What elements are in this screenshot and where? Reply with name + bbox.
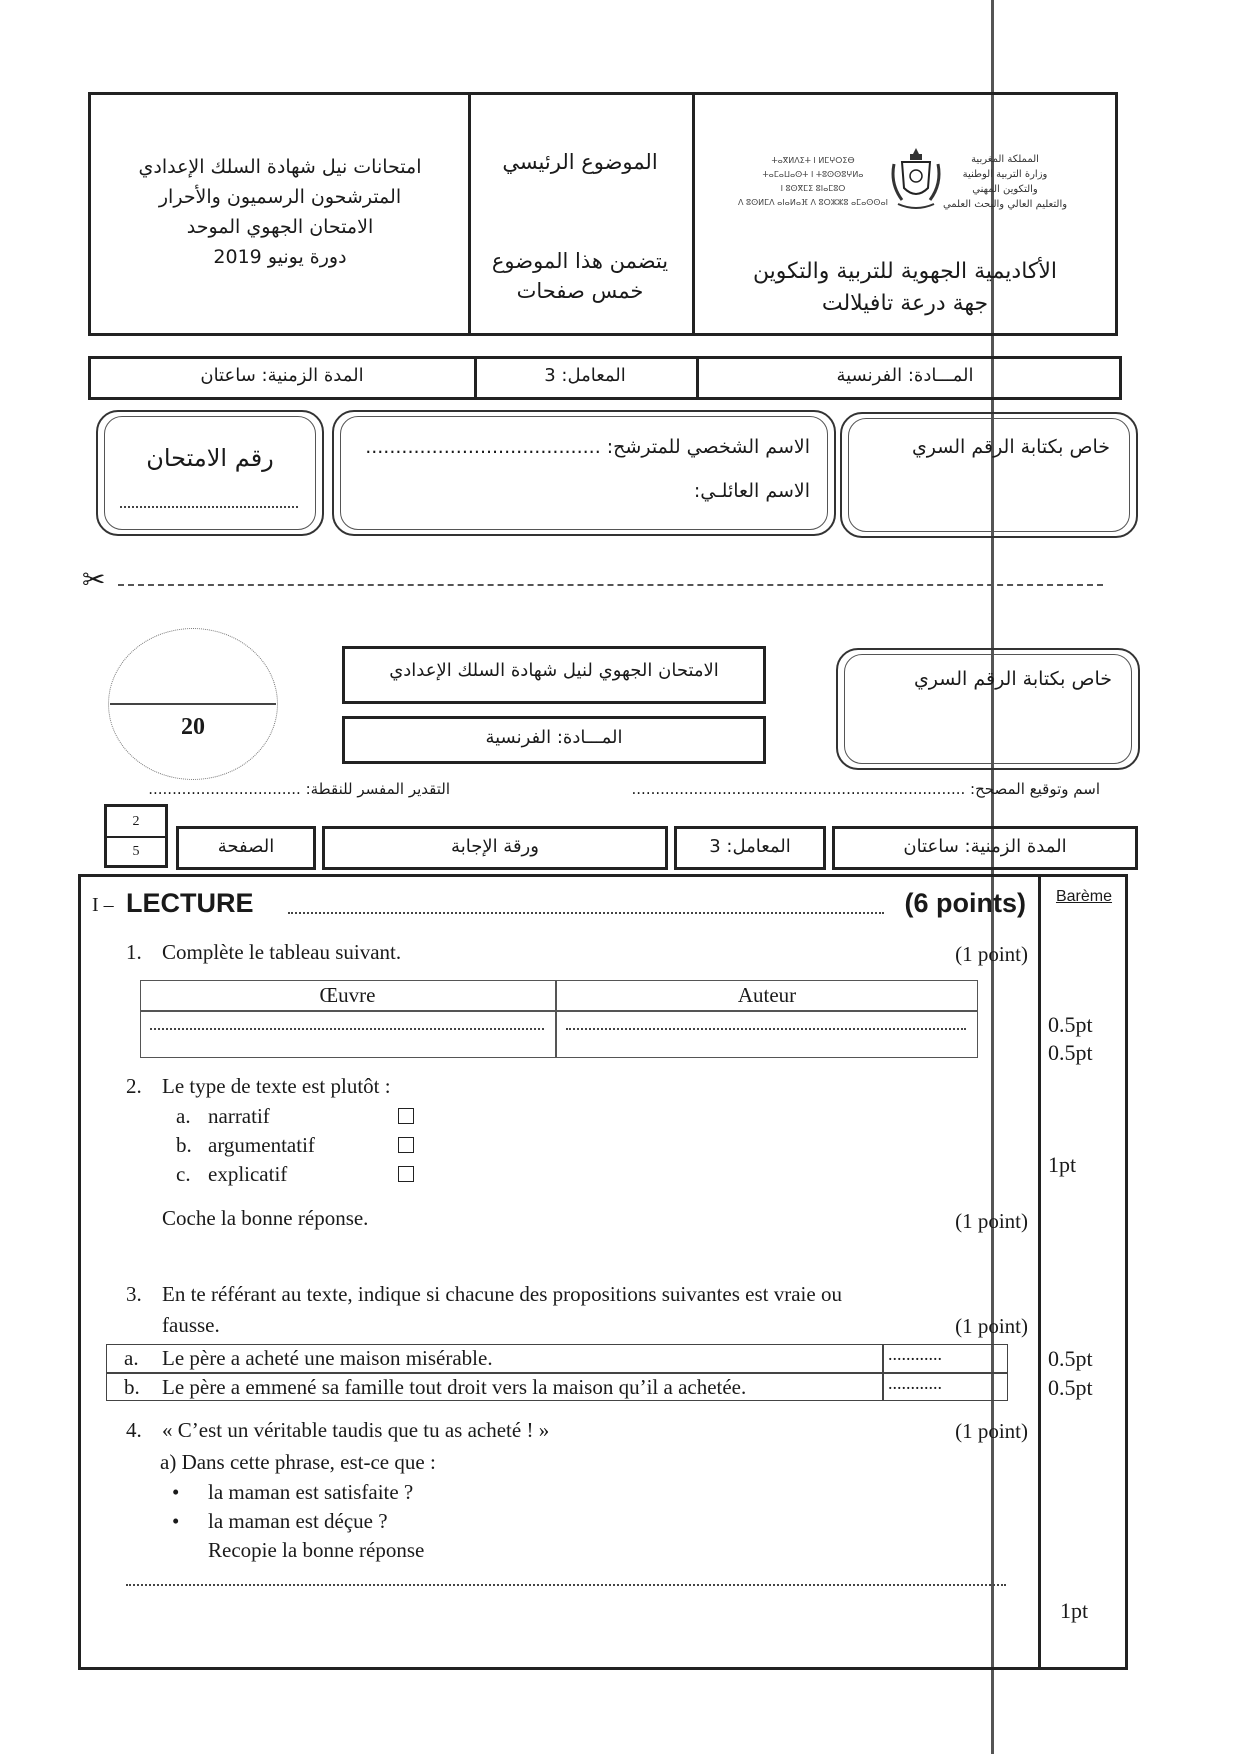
- exam-number-field[interactable]: [120, 506, 298, 508]
- q4-quote: « C’est un véritable taudis que tu as acheté ! »: [162, 1418, 550, 1442]
- first-name-field[interactable]: الاسم الشخصي للمترشح: .......................................: [365, 436, 810, 458]
- ministry-line: والتكوين المهني: [972, 184, 1038, 195]
- header-line: امتحانات نيل شهادة السلك الإعدادي: [138, 156, 422, 178]
- q1-auteur-answer[interactable]: [566, 1028, 966, 1030]
- q4-bullet-1: la maman est satisfaite ?: [208, 1480, 414, 1504]
- q4-bareme: 1pt: [1060, 1598, 1089, 1623]
- score-circle-divider: [110, 703, 276, 705]
- score-total: 20: [181, 714, 205, 740]
- candidate-name-box-inner: [340, 416, 828, 530]
- section-title: [92, 888, 1032, 922]
- page-number-divider: [104, 836, 168, 838]
- header-page-count: [475, 246, 685, 306]
- q3-row-a-text: Le père a acheté une maison misérable.: [162, 1346, 493, 1370]
- q4-answer-field[interactable]: [126, 1584, 1006, 1586]
- q1-table-row-divider: [140, 1010, 978, 1012]
- q3-number: 3.: [126, 1282, 142, 1306]
- exam-number-label: رقم الامتحان: [146, 444, 274, 472]
- q1-col-auteur: Auteur: [737, 983, 797, 1007]
- academy-line-2: جهة درعة تافيلالت: [821, 291, 989, 316]
- q1-number: 1.: [126, 940, 142, 964]
- q3-points: (1 point): [955, 1314, 1028, 1338]
- answer-sheet-label: ورقة الإجابة: [451, 836, 539, 857]
- duration-label: المدة الزمنية: ساعتان: [200, 365, 364, 386]
- q4-bullet-icon: •: [172, 1509, 180, 1533]
- cut-line: [118, 584, 1103, 586]
- q1-bareme-2: 0.5pt: [1048, 1040, 1093, 1065]
- q2-option-a-label: narratif: [208, 1104, 270, 1128]
- q3-table-col-divider: [882, 1344, 884, 1401]
- q3-row-b-text: Le père a emmené sa famille tout droit vers la maison qu’il a achetée.: [162, 1375, 747, 1399]
- q2-points: (1 point): [955, 1209, 1028, 1233]
- q2-bareme: 1pt: [1048, 1152, 1077, 1177]
- header-line: دورة يونيو 2019: [213, 246, 347, 268]
- header-tifinagh-text: [738, 154, 888, 210]
- q3-text-1: En te référant au texte, indique si chacune des propositions suivantes est vraie ou: [162, 1282, 842, 1306]
- q2-text: Le type de texte est plutôt :: [162, 1074, 391, 1098]
- page-count-line-2: خمس صفحات: [516, 279, 644, 303]
- header-line: الامتحان الجهوي الموحد: [186, 216, 374, 238]
- exam-number-box-inner: [104, 416, 316, 530]
- q3-row-a-letter: a.: [124, 1346, 139, 1370]
- exam-title: الامتحان الجهوي لنيل شهادة السلك الإعدادي: [389, 660, 719, 681]
- academy-line-1: الأكاديمية الجهوية للتربية والتكوين: [752, 259, 1058, 284]
- q4-number: 4.: [126, 1418, 142, 1442]
- q3-row-b-bareme: 0.5pt: [1048, 1375, 1093, 1400]
- q4-sub: a) Dans cette phrase, est-ce que :: [160, 1450, 436, 1474]
- section-name: LECTURE: [126, 888, 254, 918]
- bareme-column-border: [1038, 874, 1041, 1670]
- q4-instruction: Recopie la bonne réponse: [208, 1538, 425, 1562]
- q3-table-row-divider: [106, 1372, 1008, 1374]
- q4-points: (1 point): [955, 1419, 1028, 1443]
- bareme-header: Barème: [1055, 888, 1113, 905]
- ministry-line: والتعليم العالي والبحث العلمي: [942, 199, 1068, 210]
- last-name-field[interactable]: الاسم العائلـي:: [693, 480, 810, 502]
- grade-explained-field[interactable]: التقدير المفسر للنقطة: ................................: [148, 780, 450, 798]
- academy-name: [700, 256, 1110, 320]
- header-divider-2: [692, 92, 695, 336]
- q4-bullet-icon: •: [172, 1480, 180, 1504]
- page-total: 5: [132, 844, 140, 859]
- ministry-line: المملكة المغربية: [971, 154, 1039, 165]
- info-row-1-divider: [696, 356, 699, 400]
- subject-label: المـــادة: الفرنسية: [836, 365, 974, 386]
- page-label: الصفحة: [217, 836, 275, 857]
- q1-col-oeuvre: Œuvre: [319, 983, 376, 1007]
- secret-number-label: خاص بكتابة الرقم السري: [911, 436, 1110, 458]
- header-main-subject: الموضوع الرئيسي: [502, 150, 658, 174]
- tifinagh-line: ⵜⴰⵎⴰⵡⴰⵙⵜ ⵏ ⵜⵓⵙⵙⵓⵖⵍⴰ: [762, 170, 864, 179]
- q3-text-2: fausse.: [162, 1313, 220, 1337]
- q2-instruction: Coche la bonne réponse.: [162, 1206, 369, 1230]
- ministry-line: وزارة التربية الوطنية: [962, 169, 1048, 180]
- header-line: المترشحون الرسميون والأحرار: [158, 186, 402, 208]
- page-count-line-1: يتضمن هذا الموضوع: [491, 249, 669, 273]
- q2-option-c-checkbox[interactable]: [398, 1166, 414, 1182]
- q3-row-a-answer[interactable]: ............: [888, 1344, 942, 1364]
- header-ministry-text: [940, 152, 1070, 212]
- corrector-field[interactable]: اسم وتوقيع المصحح: ......................................................................: [631, 780, 1100, 798]
- q1-text: Complète le tableau suivant.: [162, 940, 402, 964]
- q2-number: 2.: [126, 1074, 142, 1098]
- q1-points: (1 point): [955, 942, 1028, 966]
- tifinagh-line: ⴷ ⵓⵙⵍⵎⴷ ⴰⵏⴰⵍⴰⴼ ⴷ ⵓⵔⵣⵣⵓ ⴰⵎⴰⵙⵙⴰⵏ: [738, 198, 888, 207]
- q1-bareme-1: 0.5pt: [1048, 1012, 1093, 1037]
- q2-option-a-checkbox[interactable]: [398, 1108, 414, 1124]
- scissors-icon: ✂: [82, 563, 106, 596]
- header-exam-info: [100, 152, 460, 272]
- q2-option-c-letter: c.: [176, 1162, 191, 1186]
- q2-option-c-label: explicatif: [208, 1162, 288, 1186]
- tifinagh-line: ⵜⴰⴳⵍⴷⵉⵜ ⵏ ⵍⵎⵖⵔⵉⴱ: [771, 156, 855, 165]
- header-divider-1: [468, 92, 471, 336]
- q4-bullet-2: la maman est déçue ?: [208, 1509, 388, 1533]
- coat-of-arms-icon: [888, 144, 944, 214]
- q2-option-b-letter: b.: [176, 1133, 192, 1157]
- q1-oeuvre-answer[interactable]: [150, 1028, 544, 1030]
- info-row-1-divider: [474, 356, 477, 400]
- q2-option-b-label: argumentatif: [208, 1133, 315, 1157]
- q2-option-b-checkbox[interactable]: [398, 1137, 414, 1153]
- secret-number-label-2: خاص بكتابة الرقم السري: [913, 668, 1112, 690]
- q2-option-a-letter: a.: [176, 1104, 191, 1128]
- q3-row-a-bareme: 0.5pt: [1048, 1346, 1093, 1371]
- q3-row-b-letter: b.: [124, 1375, 140, 1399]
- page-number: 2: [132, 814, 140, 829]
- coefficient-label-2: المعامل: 3: [709, 836, 791, 857]
- section-numeral: I –: [92, 894, 114, 916]
- section-title-dots: [288, 912, 884, 914]
- coefficient-label: المعامل: 3: [544, 365, 626, 386]
- section-points: (6 points): [904, 888, 1026, 918]
- tifinagh-line: ⵏ ⵓⵙⴳⵎⵉ ⵓⵏⴰⵎⵓⵔ: [780, 184, 846, 193]
- q3-row-b-answer[interactable]: ............: [888, 1373, 942, 1393]
- duration-label-2: المدة الزمنية: ساعتان: [903, 836, 1067, 857]
- answer-subject: المـــادة: الفرنسية: [485, 727, 623, 748]
